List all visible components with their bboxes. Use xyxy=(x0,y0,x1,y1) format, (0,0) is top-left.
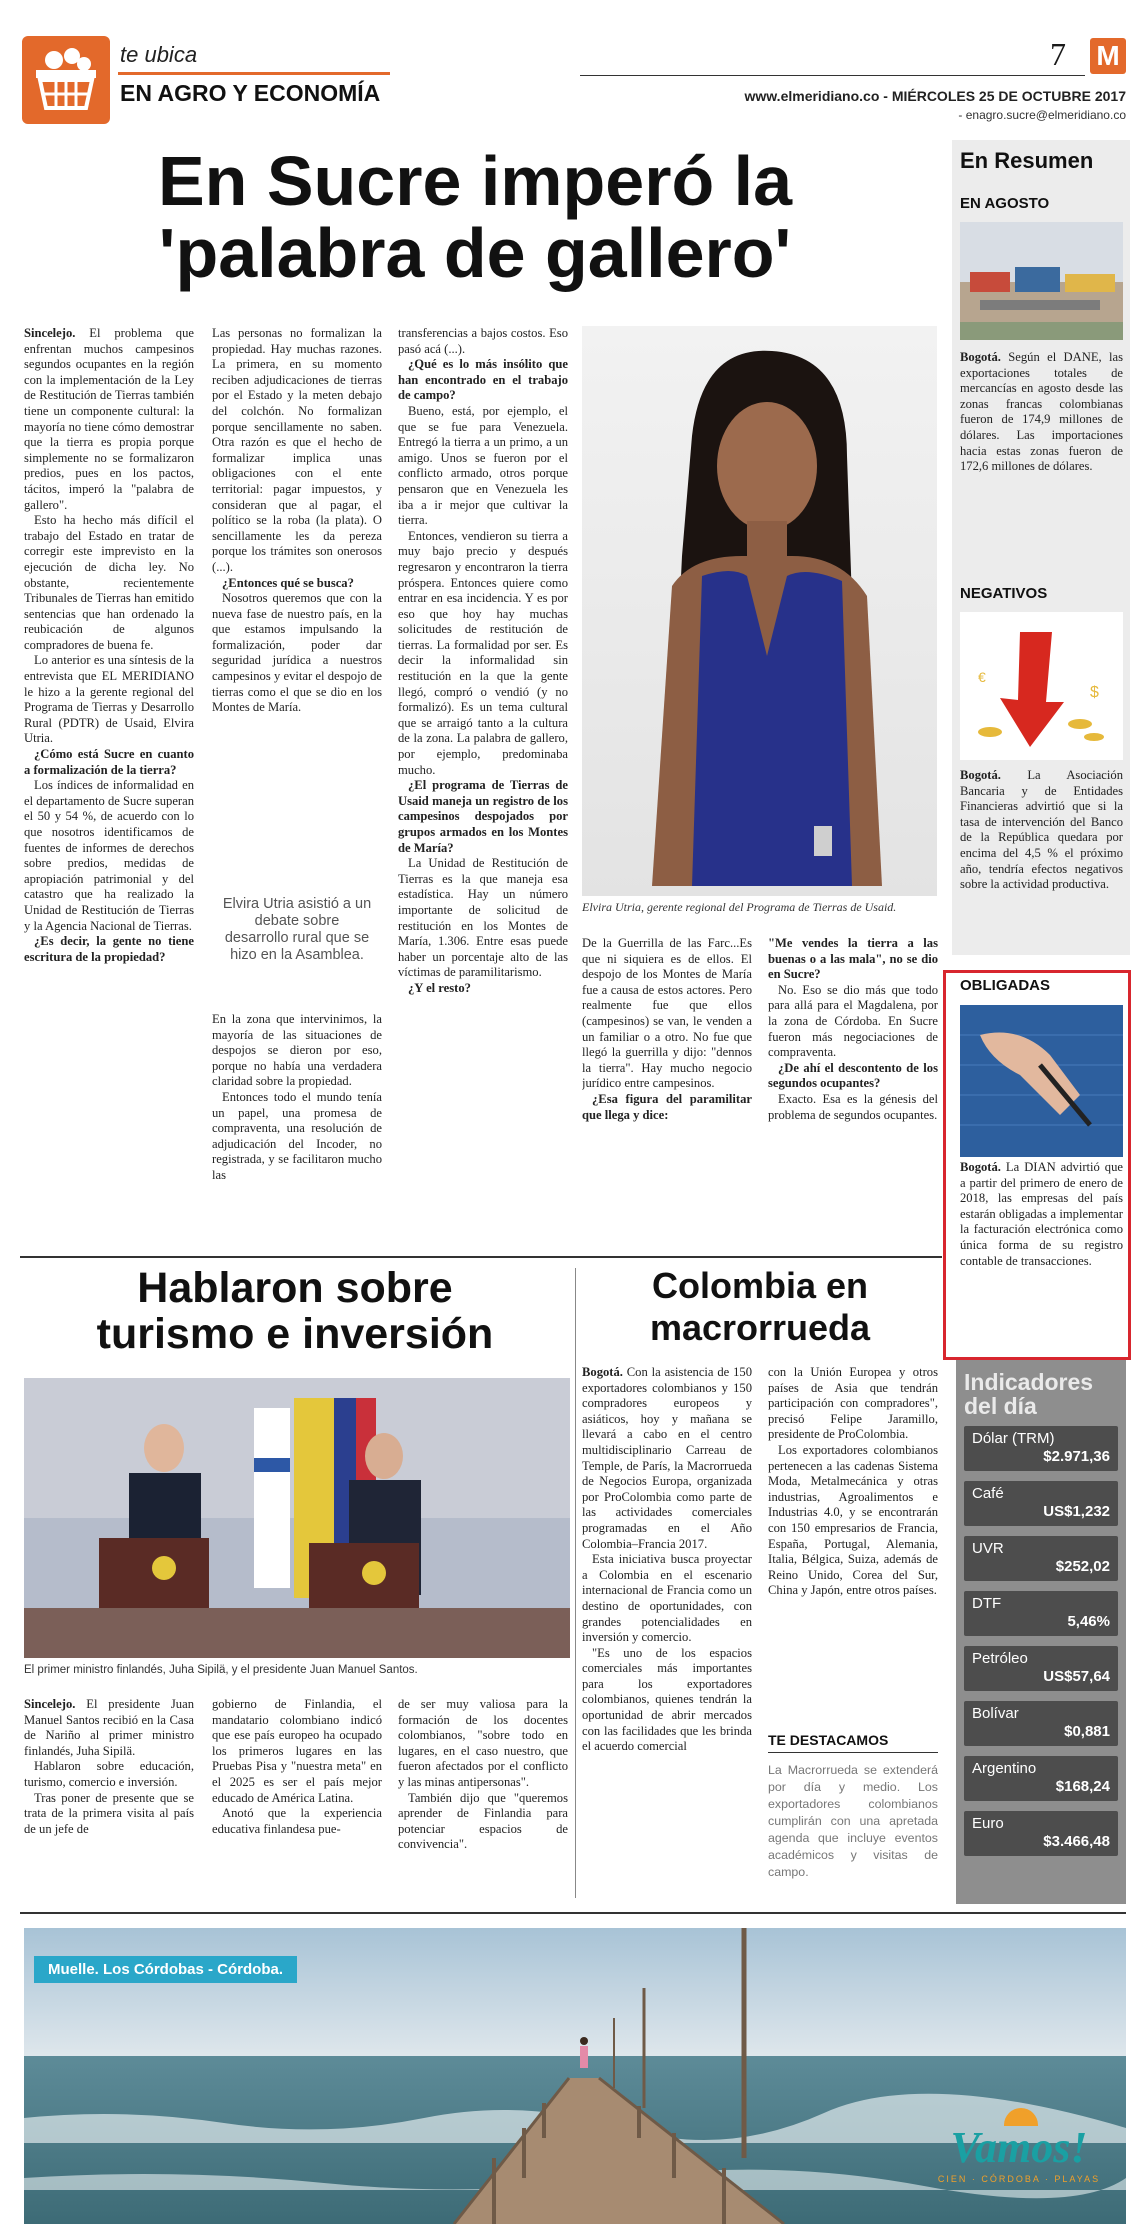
portrait-photo xyxy=(582,326,937,896)
indicator-argentino xyxy=(964,1756,1118,1801)
indicator-dolar xyxy=(964,1426,1118,1471)
indicator-name: Petróleo xyxy=(972,1650,1028,1667)
indicator-value: $0,881 xyxy=(1064,1723,1110,1740)
indicator-name: DTF xyxy=(972,1595,1002,1612)
highlight-rule xyxy=(768,1752,938,1753)
main-article-col3: transferencias a bajos costos. Eso pasó acá (...). ¿Qué es lo más insólito que han encontrado en el trabajo de campo? Bueno, está, por ejemplo, el que se fue para Venezuela. Entregó la tierra a un primo, a un amigo. Unos se fueron por el conflicto armado, otros porque pensaron que en Venezuela les iba a ir mejor que cultivar la tierra. Entonces, vendieron su tierra a muy bajo precio y después regresaron y encontraron la tierra próspera. Entonces quiere como entrar en esa incidencia. Y es por eso que hoy hay muchas solicitudes de restitución de tierras. La formalidad por ser. Es decir la informalidad sin restitución en la que la gente llegó, compró o vendió (y no formalizó). Es un tema cultural que se arraigó tanto a la cultura de la zona. La palabra de gallero, por ejemplo, predominaba mucho. ¿El programa de Tierras de Usaid maneja un registro de los campesinos despojados por grupos armados en los Montes de María? La Unidad de Restitución de Tierras es la que maneja esa estadística. Hay un número importante de solicitud de restitución en los Montes de María, 1.306. Entre esas puede haber un porcentaje alto de las víctimas de paramilitarismo. ¿Y el resto? xyxy=(398,326,568,995)
macro-col2: con la Unión Europea y otros países de Asia que tendrán participación con compradores", precisó Felipe Jaramillo, presidente de ProColombia. Los exportadores colombianos pertenecen a las cadenas Sistema Moda, Metalmecánica y otras industrias, Agroalimentos e Industrias 4.0, y se encontrarán con 150 empresarios de Francia, España, Portugal, Alemania, Italia, Bélgica, Suiza, además de Reino Unido, Corea del Sur, China y Japón, entre otros países. xyxy=(768,1365,938,1598)
summary-text-obligadas: Bogotá. La DIAN advirtió que a partir del primero de enero de 2018, las empresas del país estarán obligadas a implementar la facturación electrónica como única forma de su registro contable de transacciones. xyxy=(960,1160,1123,1268)
indicators-panel xyxy=(956,1360,1126,1904)
main-article-col1: Sincelejo. El problema que enfrentan muchos campesinos segundos ocupantes en la región con la implementación de la Ley de Restitución de Tierras también tiene un componente cultural: la mayoría no tiene cómo demostrar que la tierra es propia porque simplemente no se formalizaron predios, pues en los pactos, tácitos, imperó la "palabra de gallero". Esto ha hecho más difícil el trabajo del Estado en tratar de corregir este imprevisto en la ejecución de dicha ley. No obstante, recientemente Tribunales de Tierras han emitido sentencias que han ordenado la reubicación de algunos compradores de buena fe. Lo anterior es una síntesis de la entrevista que EL MERIDIANO le hizo a la gerente regional del Programa de Tierras y Desarrollo Rural (PDTR) de Usaid, Elvira Utria. ¿Cómo está Sucre en cuanto a formalización de la tierra? Los índices de informalidad en el departamento de Sucre superan el 50 y 54 %, de acuerdo con lo que nosotros identificamos de fuentes de informes de derechos sobre predios, medidas de apropiación patrimonial y del catastro que ha realizado la Unidad de Restitución de Tierras y la Agencia Nacional de Tierras. ¿Es decir, la gente no tiene escritura de la propiedad? xyxy=(24,326,194,964)
vamos-logo xyxy=(929,2108,1109,2198)
macro-headline-line1: Colombia en xyxy=(651,1265,869,1306)
vamos-brand: Vamos! xyxy=(950,2123,1088,2172)
portrait-caption: Elvira Utria, gerente regional del Programa de Tierras de Usaid. xyxy=(582,900,897,914)
tourism-headline-line2: turismo e inversión xyxy=(96,1310,494,1358)
indicator-name: Bolívar xyxy=(972,1705,1019,1722)
pier-banner xyxy=(24,1928,1126,2224)
macro-headline xyxy=(580,1265,940,1349)
main-article-col5: "Me vendes la tierra a las buenas o a las mala", no se dio en Sucre? No. Eso se dio más que todo para allá para el Magdalena, por la zona de Córdoba. En Sucre fueron más negociaciones de compraventa. ¿De ahí el descontento de los segundos ocupantes? Exacto. Esa es la génesis del problema de segundos ocupantes. xyxy=(768,936,938,1122)
highlight-heading: TE DESTACAMOS xyxy=(768,1732,889,1748)
section-divider-bottom xyxy=(20,1912,1126,1914)
downward-arrow-graphic xyxy=(960,612,1123,760)
contact-email: - enagro.sucre@elmeridiano.co xyxy=(958,108,1126,122)
indicator-euro xyxy=(964,1811,1118,1856)
basket-icon xyxy=(22,36,110,124)
indicators-title-line2: del día xyxy=(964,1393,1037,1419)
summary-head-negativos: NEGATIVOS xyxy=(960,585,1048,602)
main-article-col2-bottom: En la zona que intervinimos, la mayoría de las situaciones de despojos se dieron por eso, porque no había una verdadera claridad sobre la propiedad. Entonces todo el mundo tenía un papel, una promesa de compraventa, una resolución de adjudicación del Incoder, no registrada, y se facilitaron mucho las xyxy=(212,1012,382,1182)
page-number: 7 xyxy=(1050,36,1066,72)
macro-headline-line2: macrorrueda xyxy=(649,1307,871,1348)
tourism-headline-line1: Hablaron sobre xyxy=(137,1264,453,1312)
summary-text-agosto: Bogotá. Según el DANE, las exportaciones totales de mercancías en agosto desde las zonas francas colombianas fueron de 174,9 millones de dólares. Las importaciones hacia estas zonas fueron de 172,6 millones de dólares. xyxy=(960,350,1123,474)
tourism-col1: Sincelejo. El presidente Juan Manuel Santos recibió en la Casa de Nariño al primer ministro finlandés, Juha Sipilä. Hablaron sobre educación, turismo, comercio e inversión. Tras poner de presente que se trata de la primera visita al país de un jefe de xyxy=(24,1697,194,1836)
indicator-name: Argentino xyxy=(972,1760,1037,1777)
indicator-value: US$1,232 xyxy=(1043,1503,1110,1520)
indicator-value: $3.466,48 xyxy=(1043,1833,1110,1850)
main-headline xyxy=(20,142,930,292)
section-underline xyxy=(118,72,390,75)
section-kicker: te ubica xyxy=(120,42,198,67)
section-title: EN AGRO Y ECONOMÍA xyxy=(120,80,381,106)
indicator-value: $168,24 xyxy=(1055,1778,1110,1795)
leaders-photo xyxy=(24,1378,570,1658)
main-headline-line1: En Sucre imperó la xyxy=(157,142,793,220)
main-headline-line2: 'palabra de gallero' xyxy=(158,214,792,292)
summary-head-agosto: EN AGOSTO xyxy=(960,195,1050,212)
macro-col1: Bogotá. Con la asistencia de 150 exportadores colombianos y 150 compradores europeos y asiáticos, hoy y mañana se llevará a cabo en el centro multidisciplinario Carreau de Temple, de París, la Macrorrueda de Negocios Europa, organizada por ProColombia como parte de las actividades comerciales programadas en el Año Colombia–Francia 2017. Esta iniciativa busca proyectar a Colombia en el escenario internacional de Francia como un destino de oportunidades, con grandes potencialidades en inversión y comercio. "Es uno de los espacios comerciales más importantes para los exportadores colombianos, quienes tendrán la oportunidad de abrir mercados con las facilidades que les brinda el acuerdo comercial xyxy=(582,1365,752,1754)
indicators-title-line1: Indicadores xyxy=(964,1369,1094,1395)
pen-hand-photo xyxy=(960,1005,1123,1157)
tourism-col2: gobierno de Finlandia, el mandatario colombiano indicó que ese país europeo ha ocupado los primeros lugares en las Pruebas Pisa y "nuestra meta" en el 2025 es ser el país mejor educado de América Latina. Anotó que la experiencia educativa finlandesa pue- xyxy=(212,1697,382,1836)
tourism-col3: de ser muy valiosa para la formación de los docentes colombianos, "sobre todo en lugares, en el caso nuestro, que fueron afectados por el conflicto y las minas antipersonas". También dijo que "queremos aprender de Finlandia para potenciar espacios de convivencia". xyxy=(398,1697,568,1852)
header-rule xyxy=(580,75,1085,76)
indicator-name: Euro xyxy=(972,1815,1004,1832)
indicator-petroleo xyxy=(964,1646,1118,1691)
indicator-name: UVR xyxy=(972,1540,1004,1557)
indicator-value: 5,46% xyxy=(1067,1613,1110,1630)
pull-quote: Elvira Utria asistió a un debate sobre desarrollo rural que se hizo en la Asamblea. xyxy=(222,896,372,963)
indicator-cafe xyxy=(964,1481,1118,1526)
indicator-dtf xyxy=(964,1591,1118,1636)
site-date: www.elmeridiano.co - MIÉRCOLES 25 DE OCTUBRE 2017 xyxy=(744,88,1126,104)
summary-head-obligadas: OBLIGADAS xyxy=(960,977,1050,994)
svg-text:$: $ xyxy=(1090,684,1099,701)
indicator-uvr xyxy=(964,1536,1118,1581)
section-logo xyxy=(22,36,110,124)
highlight-text: La Macrorrueda se extenderá por día y medio. Los exportadores colombianos cumplirán con una apretada agenda que incluye eventos académicos y visitas de campo. xyxy=(768,1763,938,1879)
tourism-headline xyxy=(20,1265,570,1357)
vamos-subtitle: CIEN · CÓRDOBA · PLAYAS xyxy=(937,2174,1101,2184)
leaders-caption: El primer ministro finlandés, Juha Sipilä, y el presidente Juan Manuel Santos. xyxy=(24,1664,418,1676)
port-photo xyxy=(960,222,1123,340)
indicator-name: Café xyxy=(972,1485,1004,1502)
section-divider-top xyxy=(20,1256,942,1258)
indicator-bolivar xyxy=(964,1701,1118,1746)
indicators-title xyxy=(964,1370,1093,1418)
indicator-name: Dólar (TRM) xyxy=(972,1430,1055,1447)
main-article-col4: De la Guerrilla de las Farc...Es que ni siquiera es de ellos. El despojo de los Montes de María fue a causa de estos actores. Pero realmente fue que ellos (campesinos) se van, le venden a un familiar o a otro. No fue que llegó la guerrilla y dijo: "dennos la tierra". Hay mucho negocio jurídico entre campesinos. ¿Esa figura del paramilitar que llega y dice: xyxy=(582,936,752,1122)
main-article-col2-top: Las personas no formalizan la propiedad. Hay muchas razones. La primera, en su momento reciben adjudicaciones de tierras por el Estado y la meten debajo del colchón. No formalizan porque sencillamente no saben. Otra razón es que el hecho de formalizar implica unas obligaciones con el ente territorial: pagar impuestos, y consideran que al pagar, el político se la roba (la plata). O sencillamente les da pereza porque los trámites son onerosos (...). ¿Entonces qué se busca? Nosotros queremos que con la nueva fase de nuestro país, en la que estamos impulsando la formalización, poder dar seguridad jurídica a nuestros campesinos y evitar el despojo de tierras como el que se dio en los Montes de María. xyxy=(212,326,382,715)
indicator-value: US$57,64 xyxy=(1043,1668,1110,1685)
indicator-value: $252,02 xyxy=(1055,1558,1110,1575)
indicator-value: $2.971,36 xyxy=(1043,1448,1110,1465)
summary-title: En Resumen xyxy=(960,148,1094,173)
summary-text-negativos: Bogotá. La Asociación Bancaria y de Entidades Financieras advirtió que si la tasa de intervención del Banco de la República quedara por encima del 4,5 % el próximo año, tendría efectos negativos sobre la actividad productiva. xyxy=(960,768,1123,892)
brand-logo: M xyxy=(1090,38,1126,74)
banner-label: Muelle. Los Córdobas - Córdoba. xyxy=(34,1956,297,1983)
svg-text:€: € xyxy=(978,669,986,685)
column-divider xyxy=(575,1268,576,1898)
